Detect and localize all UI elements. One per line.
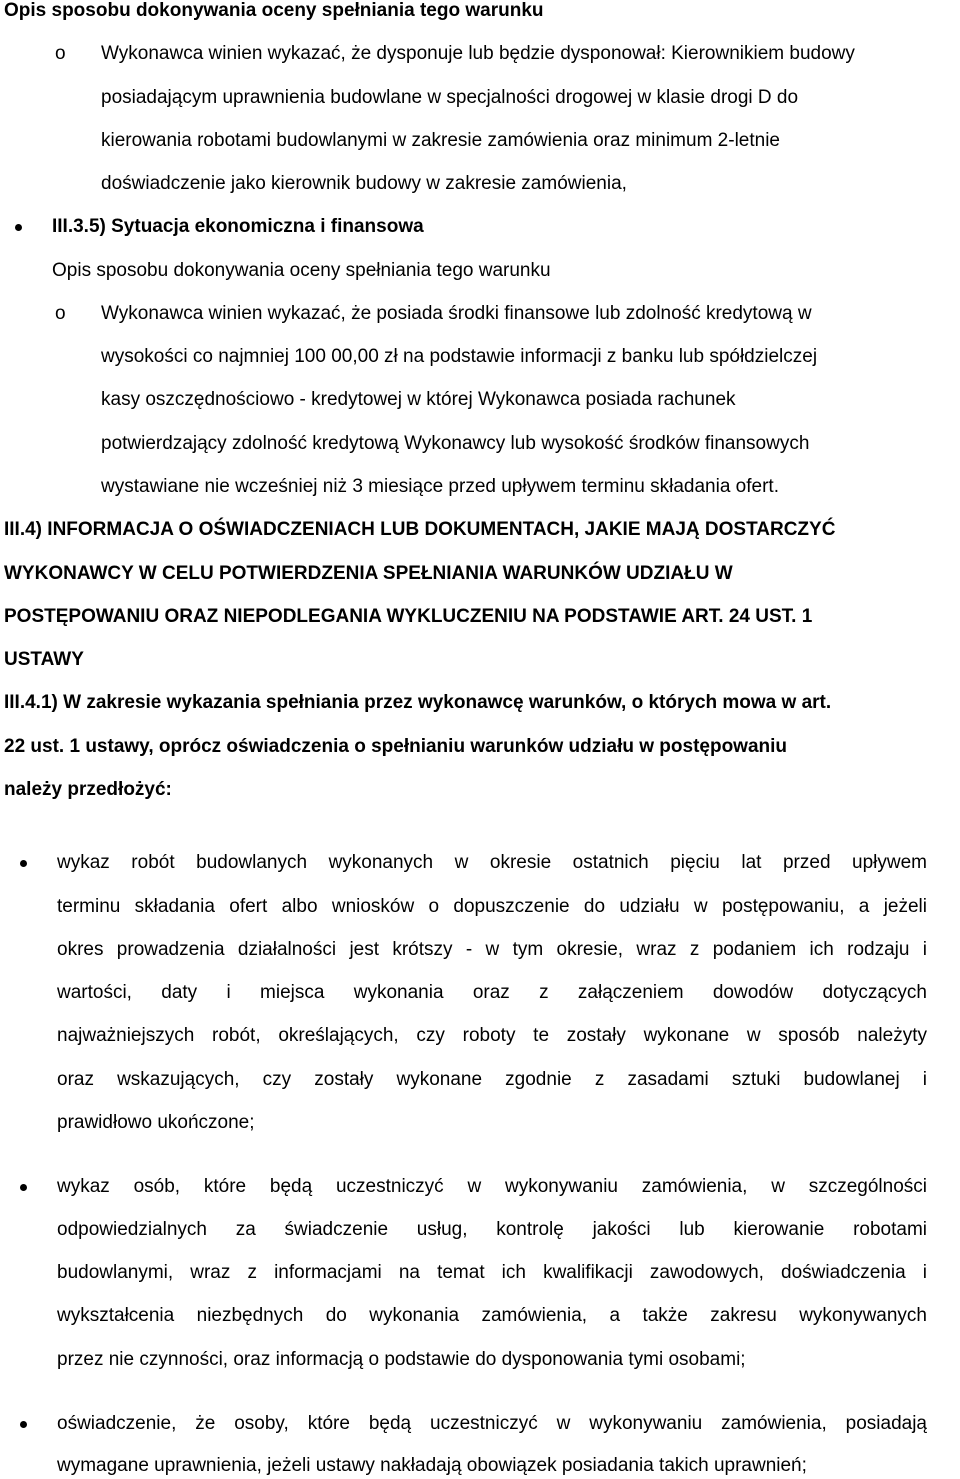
list-item-line: oświadczenie, że osoby, które będą uczestniczyć w wykonywaniu zamówienia, posiadają [57,1413,927,1434]
paragraph-line: potwierdzający zdolność kredytową Wykonawcy lub wysokość środków finansowych [101,433,810,454]
bullet-dot-icon [15,224,22,231]
list-item-line: prawidłowo ukończone; [57,1112,255,1133]
section-title: III.3.5) Sytuacja ekonomiczna i finansowa [52,216,424,237]
paragraph-line: Wykonawca winien wykazać, że posiada środki finansowe lub zdolność kredytową w [101,303,812,324]
section-title: należy przedłożyć: [4,779,172,800]
list-marker: o [55,43,66,64]
paragraph-line: kierowania robotami budowlanymi w zakresie zamówienia oraz minimum 2-letnie [101,130,780,151]
list-item-line: wykaz robót budowlanych wykonanych w okresie ostatnich pięciu lat przed upływem [57,852,927,873]
bullet-dot-icon [20,1421,27,1428]
list-item-line: wykaz osób, które będą uczestniczyć w wykonywaniu zamówienia, w szczególności [57,1176,927,1197]
list-item-line: wartości, daty i miejsca wykonania oraz z załączeniem dowodów dotyczących [57,982,927,1003]
paragraph-line: Wykonawca winien wykazać, że dysponuje lub będzie dysponował: Kierownikiem budowy [101,43,855,64]
list-item-line: wymagane uprawnienia, jeżeli ustawy nakładają obowiązek posiadania takich uprawnień; [57,1455,807,1476]
paragraph-line: posiadającym uprawnienia budowlane w specjalności drogowej w klasie drogi D do [101,87,799,108]
section-title: III.4) INFORMACJA O OŚWIADCZENIACH LUB DOKUMENTACH, JAKIE MAJĄ DOSTARCZYĆ [4,519,836,540]
section-title: POSTĘPOWANIU ORAZ NIEPODLEGANIA WYKLUCZENIU NA PODSTAWIE ART. 24 UST. 1 [4,606,813,627]
section-heading: Opis sposobu dokonywania oceny spełniania tego warunku [52,260,551,281]
list-item-line: oraz wskazujących, czy zostały wykonane zgodnie z zasadami sztuki budowlanej i [57,1069,927,1090]
paragraph-line: kasy oszczędnościowo - kredytowej w której Wykonawca posiada rachunek [101,389,736,410]
section-title: WYKONAWCY W CELU POTWIERDZENIA SPEŁNIANIA WARUNKÓW UDZIAŁU W [4,563,733,584]
paragraph-line: wystawiane nie wcześniej niż 3 miesiące przed upływem terminu składania ofert. [101,476,779,497]
list-item-line: budowlanymi, wraz z informacjami na temat ich kwalifikacji zawodowych, doświadczenia i [57,1262,927,1283]
list-item-line: okres prowadzenia działalności jest krótszy - w tym okresie, wraz z podaniem ich rodzaju i [57,939,927,960]
bullet-dot-icon [20,860,27,867]
list-item-line: odpowiedzialnych za świadczenie usług, kontrolę jakości lub kierowanie robotami [57,1219,927,1240]
list-item-line: wykształcenia niezbędnych do wykonania zamówienia, a także zakresu wykonywanych [57,1305,927,1326]
paragraph-line: wysokości co najmniej 100 00,00 zł na podstawie informacji z banku lub spółdzielczej [101,346,818,367]
list-marker: o [55,303,66,324]
section-heading: Opis sposobu dokonywania oceny spełniania tego warunku [4,0,544,21]
section-title: USTAWY [4,649,84,670]
bullet-dot-icon [20,1184,27,1191]
list-item-line: przez nie czynności, oraz informacją o podstawie do dysponowania tymi osobami; [57,1349,746,1370]
paragraph-line: doświadczenie jako kierownik budowy w zakresie zamówienia, [101,173,627,194]
section-title: 22 ust. 1 ustawy, oprócz oświadczenia o spełnianiu warunków udziału w postępowaniu [4,736,788,757]
list-item-line: terminu składania ofert albo wniosków o dopuszczenie do udziału w postępowaniu, a jeżeli [57,896,927,917]
section-title: III.4.1) W zakresie wykazania spełniania przez wykonawcę warunków, o których mowa w art. [4,692,832,713]
list-item-line: najważniejszych robót, określających, czy roboty te zostały wykonane w sposób należyty [57,1025,927,1046]
